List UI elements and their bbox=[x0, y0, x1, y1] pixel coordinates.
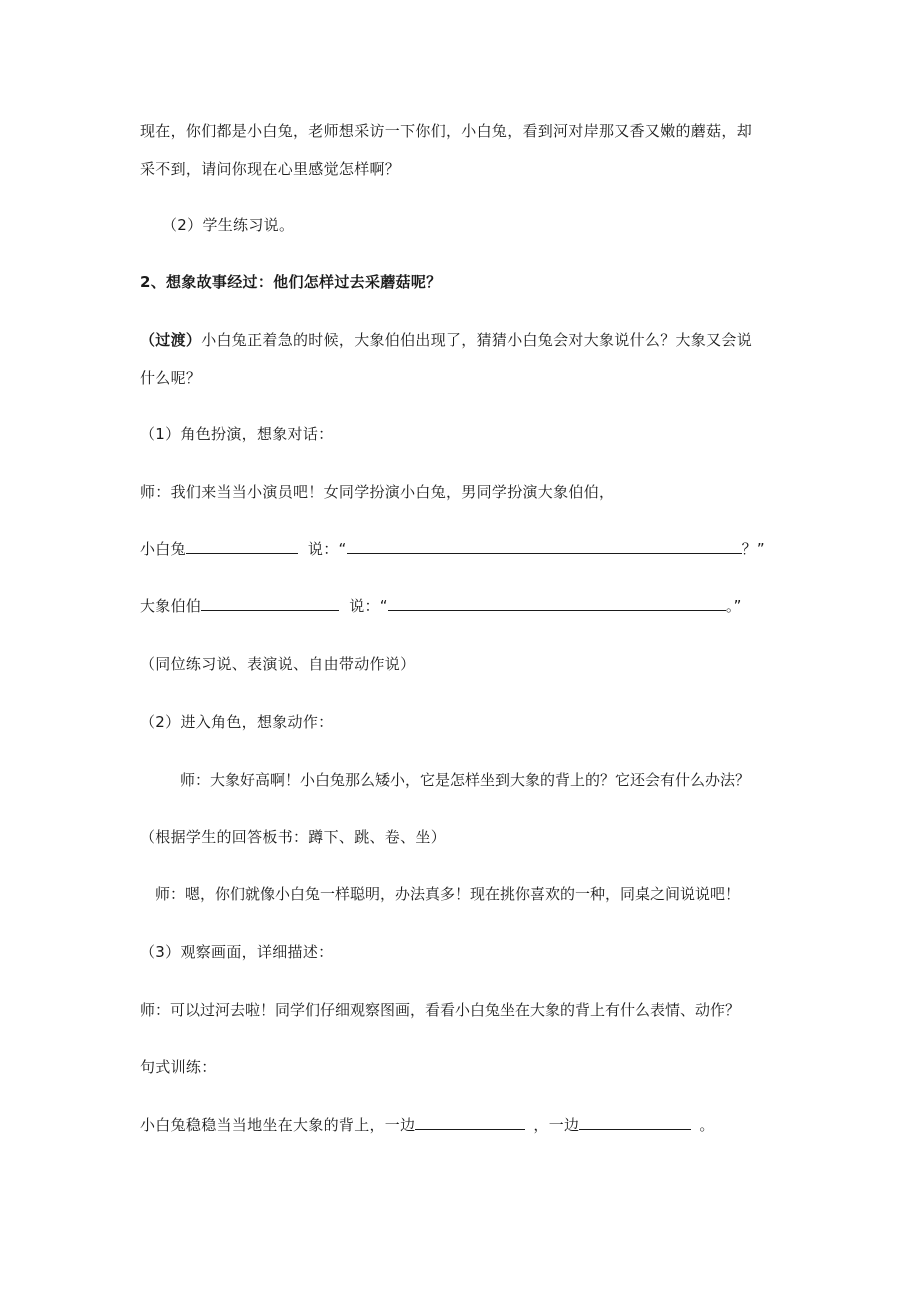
rabbit-label: 小白兔 bbox=[140, 540, 186, 558]
rabbit-says: 说：“ bbox=[307, 540, 347, 558]
teacher-observe: 师：可以过河去啦！同学们仔细观察图画，看看小白兔坐在大象的背上有什么表情、动作？ bbox=[140, 1001, 741, 1019]
pattern-start: 小白兔稳稳当当地坐在大象的背上，一边 bbox=[140, 1116, 416, 1134]
subsection-enter-role: （2）进入角色，想象动作： bbox=[140, 713, 334, 731]
transition-label: （过渡） bbox=[140, 331, 202, 349]
board-note: （根据学生的回答板书：蹲下、跳、卷、坐） bbox=[140, 828, 447, 846]
fill-blank bbox=[579, 1115, 691, 1130]
pattern-end: 。 bbox=[699, 1116, 715, 1134]
rabbit-dialogue-line bbox=[140, 539, 785, 559]
transition-line2: 什么呢？ bbox=[140, 369, 202, 387]
pattern-title: 句式训练： bbox=[140, 1058, 217, 1076]
elephant-label: 大象伯伯 bbox=[140, 597, 202, 615]
fill-blank bbox=[201, 596, 339, 611]
fill-blank bbox=[415, 1115, 525, 1130]
teacher-question-height: 师：大象好高啊！小白兔那么矮小，它是怎样坐到大象的背上的？它还会有什么办法？ bbox=[180, 771, 751, 789]
teacher-role-play: 师：我们来当当小演员吧！女同学扮演小白兔，男同学扮演大象伯伯， bbox=[140, 483, 615, 501]
transition-line1 bbox=[140, 330, 785, 350]
practice-note: （同位练习说、表演说、自由带动作说） bbox=[140, 655, 416, 673]
teacher-praise: 师：嗯，你们就像小白兔一样聪明，办法真多！现在挑你喜欢的一种，同桌之间说说吧！ bbox=[155, 885, 741, 903]
elephant-dialogue-line bbox=[140, 596, 785, 616]
fill-blank bbox=[388, 596, 726, 611]
transition-text: 小白兔正着急的时候，大象伯伯出现了，猜猜小白兔会对大象说什么？大象又会说 bbox=[201, 331, 753, 349]
rabbit-end: ？” bbox=[741, 540, 765, 558]
elephant-end: 。” bbox=[725, 597, 742, 615]
elephant-says: 说：“ bbox=[349, 597, 388, 615]
fill-blank bbox=[347, 539, 742, 554]
fill-blank bbox=[186, 539, 298, 554]
subsection-observe: （3）观察画面，详细描述： bbox=[140, 943, 334, 961]
pattern-mid: ，一边 bbox=[533, 1116, 580, 1134]
paragraph-interview-line1: 现在，你们都是小白兔，老师想采访一下你们，小白兔，看到河对岸那又香又嫩的蘑菇，却 bbox=[140, 122, 753, 140]
paragraph-interview-line2: 采不到，请问你现在心里感觉怎样啊？ bbox=[140, 160, 401, 178]
subsection-role-play: （1）角色扮演，想象对话： bbox=[140, 425, 334, 443]
section-heading-2: 2、想象故事经过：他们怎样过去采蘑菇呢？ bbox=[140, 273, 442, 291]
sentence-pattern-line bbox=[140, 1115, 785, 1135]
step-student-practice: （2）学生练习说。 bbox=[162, 216, 295, 234]
